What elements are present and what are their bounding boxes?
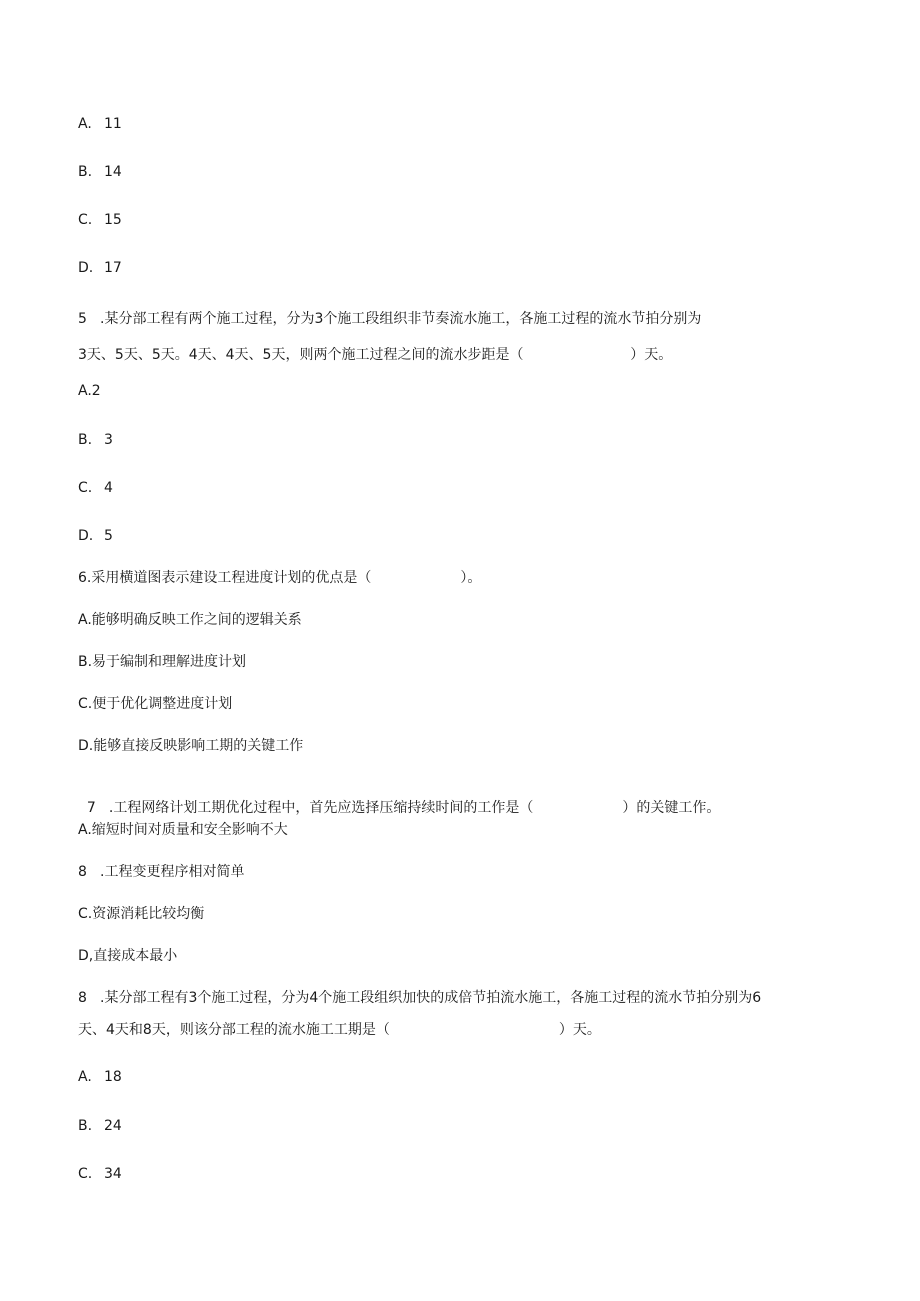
option-text: 24	[104, 1118, 122, 1134]
q4-option-d	[78, 258, 122, 278]
question-text: .某分部工程有两个施工过程，分为3个施工段组织非节奏流水施工，各施工过程的流水节拍分别为	[100, 311, 702, 327]
option-number: 8	[78, 864, 87, 880]
option-label: B.	[78, 164, 93, 180]
q5-stem-line1	[78, 309, 701, 329]
option-text: 4	[104, 480, 113, 496]
option-text: 14	[104, 164, 122, 180]
q6-option-d: D.能够直接反映影响工期的关键工作	[78, 738, 304, 754]
question-number: 7	[86, 800, 96, 816]
question-number: 8	[78, 990, 87, 1006]
question-number: 5	[78, 311, 87, 327]
option-label: A.	[78, 1069, 92, 1085]
question-text: .某分部工程有3个施工过程，分为4个施工段组织加快的成倍节拍流水施工，各施工过程的流水节拍分别为6	[100, 990, 762, 1006]
q6-option-c: C.便于优化调整进度计划	[78, 696, 233, 712]
q5-stem-line2: 3天、5天、5天。4天、4天、5天，则两个施工过程之间的流水步距是（ ）天。	[78, 347, 673, 363]
question-text: .工程网络计划工期优化过程中，首先应选择压缩持续时间的工作是（ ）的关键工作。	[108, 800, 721, 816]
option-text: .工程变更程序相对简单	[100, 864, 245, 880]
q4-option-b	[78, 162, 122, 182]
option-text: 15	[104, 212, 122, 228]
option-text: 34	[104, 1166, 122, 1182]
option-text: 3	[104, 432, 113, 448]
q8-stem-line1	[78, 988, 761, 1008]
option-text: 11	[104, 116, 122, 132]
option-text: 18	[104, 1069, 122, 1085]
q4-option-c	[78, 210, 122, 230]
q8-stem-line2: 天、4天和8天，则该分部工程的流水施工工期是（ ）天。	[78, 1022, 601, 1038]
option-label: B.	[78, 1118, 93, 1134]
q5-option-c	[78, 478, 113, 498]
q4-option-a	[78, 114, 122, 134]
q6-stem: 6.采用横道图表示建设工程进度计划的优点是（ ）。	[78, 570, 482, 586]
q7-option-b	[78, 862, 244, 882]
option-label: A.	[78, 116, 92, 132]
q6-option-b: B.易于编制和理解进度计划	[78, 654, 247, 670]
option-text: 5	[104, 528, 113, 544]
q8-option-b	[78, 1116, 122, 1136]
q7-option-a: A.缩短时间对质量和安全影响不大	[78, 822, 288, 838]
option-label: C.	[78, 1166, 93, 1182]
q7-option-c: C.资源消耗比较均衡	[78, 906, 205, 922]
q5-option-d	[78, 526, 113, 546]
q5-option-a: A.2	[78, 383, 101, 399]
option-label: D.	[78, 528, 94, 544]
option-text: 17	[104, 260, 122, 276]
q7-option-d: D,直接成本最小	[78, 948, 178, 964]
q8-option-c	[78, 1164, 122, 1184]
q6-option-a: A.能够明确反映工作之间的逻辑关系	[78, 612, 302, 628]
option-label: C.	[78, 480, 93, 496]
option-label: B.	[78, 432, 93, 448]
q7-stem	[78, 778, 720, 818]
q5-option-b	[78, 430, 113, 450]
option-label: C.	[78, 212, 93, 228]
option-label: D.	[78, 260, 94, 276]
q8-option-a	[78, 1067, 122, 1087]
